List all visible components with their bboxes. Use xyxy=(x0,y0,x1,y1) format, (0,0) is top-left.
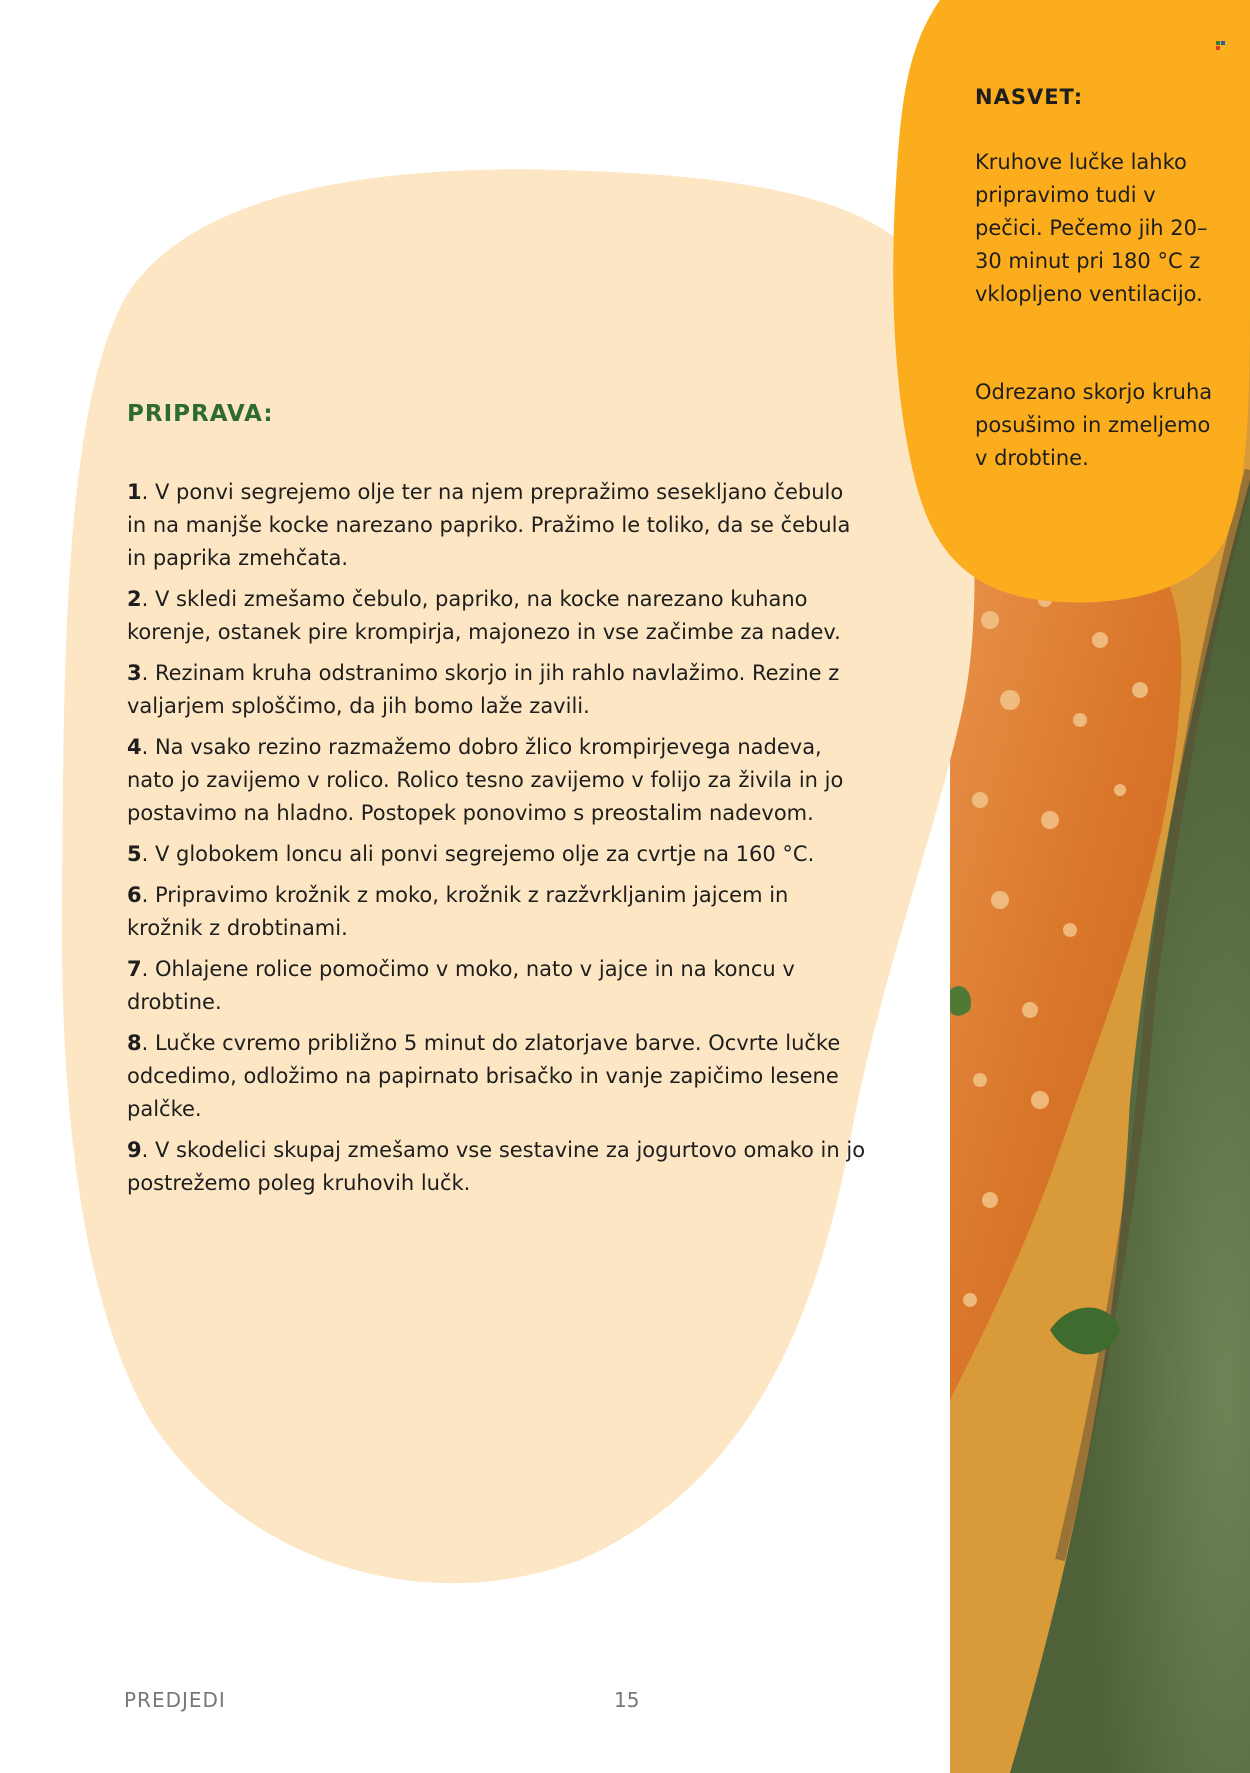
step-text: . Pripravimo krožnik z moko, krožnik z razžvrkljanim jajcem in krožnik z drobtinami. xyxy=(127,883,789,940)
tip-paragraph-2: Odrezano skorjo kruha posušimo in zmeljemo v drobtine. xyxy=(975,380,1213,470)
step-text: . Na vsako rezino razmažemo dobro žlico krompirjevega nadeva, nato jo zavijemo v rolico. Rolico tesno zavijemo v folijo za živila in jo postavimo na hladno. Postopek ponovimo s preostalim nadevom. xyxy=(127,735,844,825)
step-number: 6 xyxy=(127,883,142,907)
footer-section-label: PREDJEDI xyxy=(124,1688,226,1712)
step-item xyxy=(127,838,867,871)
step-item xyxy=(127,1134,867,1200)
step-number: 1 xyxy=(127,480,142,504)
step-item xyxy=(127,879,867,945)
step-item xyxy=(127,731,867,830)
step-item xyxy=(127,476,867,575)
step-number: 2 xyxy=(127,587,142,611)
preparation-steps xyxy=(127,476,867,1208)
step-text: . Lučke cvremo približno 5 minut do zlatorjave barve. Ocvrte lučke odcedimo, odložimo na papirnato brisačko in vanje zapičimo lesene palčke. xyxy=(127,1031,841,1121)
step-number: 3 xyxy=(127,661,142,685)
step-number: 4 xyxy=(127,735,142,759)
page-number: 15 xyxy=(614,1688,640,1712)
tip-paragraph-1: Kruhove lučke lahko pripravimo tudi v pečici. Pečemo jih 20–30 minut pri 180 °C z vklopljeno ventilacijo. xyxy=(975,150,1208,306)
tip-heading: NASVET: xyxy=(975,85,1084,109)
step-item xyxy=(127,1027,867,1126)
step-item xyxy=(127,953,867,1019)
step-number: 5 xyxy=(127,842,142,866)
corner-color-mark xyxy=(1216,35,1225,44)
step-text: . Rezinam kruha odstranimo skorjo in jih rahlo navlažimo. Rezine z valjarjem sploščimo, da jih bomo laže zavili. xyxy=(127,661,840,718)
step-text: . V ponvi segrejemo olje ter na njem prepražimo sesekljano čebulo in na manjše kocke narezano papriko. Pražimo le toliko, da se čebula in paprika zmehčata. xyxy=(127,480,851,570)
step-number: 8 xyxy=(127,1031,142,1055)
step-number: 7 xyxy=(127,957,142,981)
step-text: . V globokem loncu ali ponvi segrejemo olje za cvrtje na 160 °C. xyxy=(141,842,815,866)
step-text: . V skodelici skupaj zmešamo vse sestavine za jogurtovo omako in jo postrežemo poleg kruhovih lučk. xyxy=(127,1138,866,1195)
step-item xyxy=(127,583,867,649)
step-number: 9 xyxy=(127,1138,142,1162)
step-item xyxy=(127,657,867,723)
step-text: . V skledi zmešamo čebulo, papriko, na kocke narezano kuhano korenje, ostanek pire krompirja, majonezo in vse začimbe za nadev. xyxy=(127,587,841,644)
section-heading: PRIPRAVA: xyxy=(127,401,274,427)
step-text: . Ohlajene rolice pomočimo v moko, nato v jajce in na koncu v drobtine. xyxy=(127,957,795,1014)
